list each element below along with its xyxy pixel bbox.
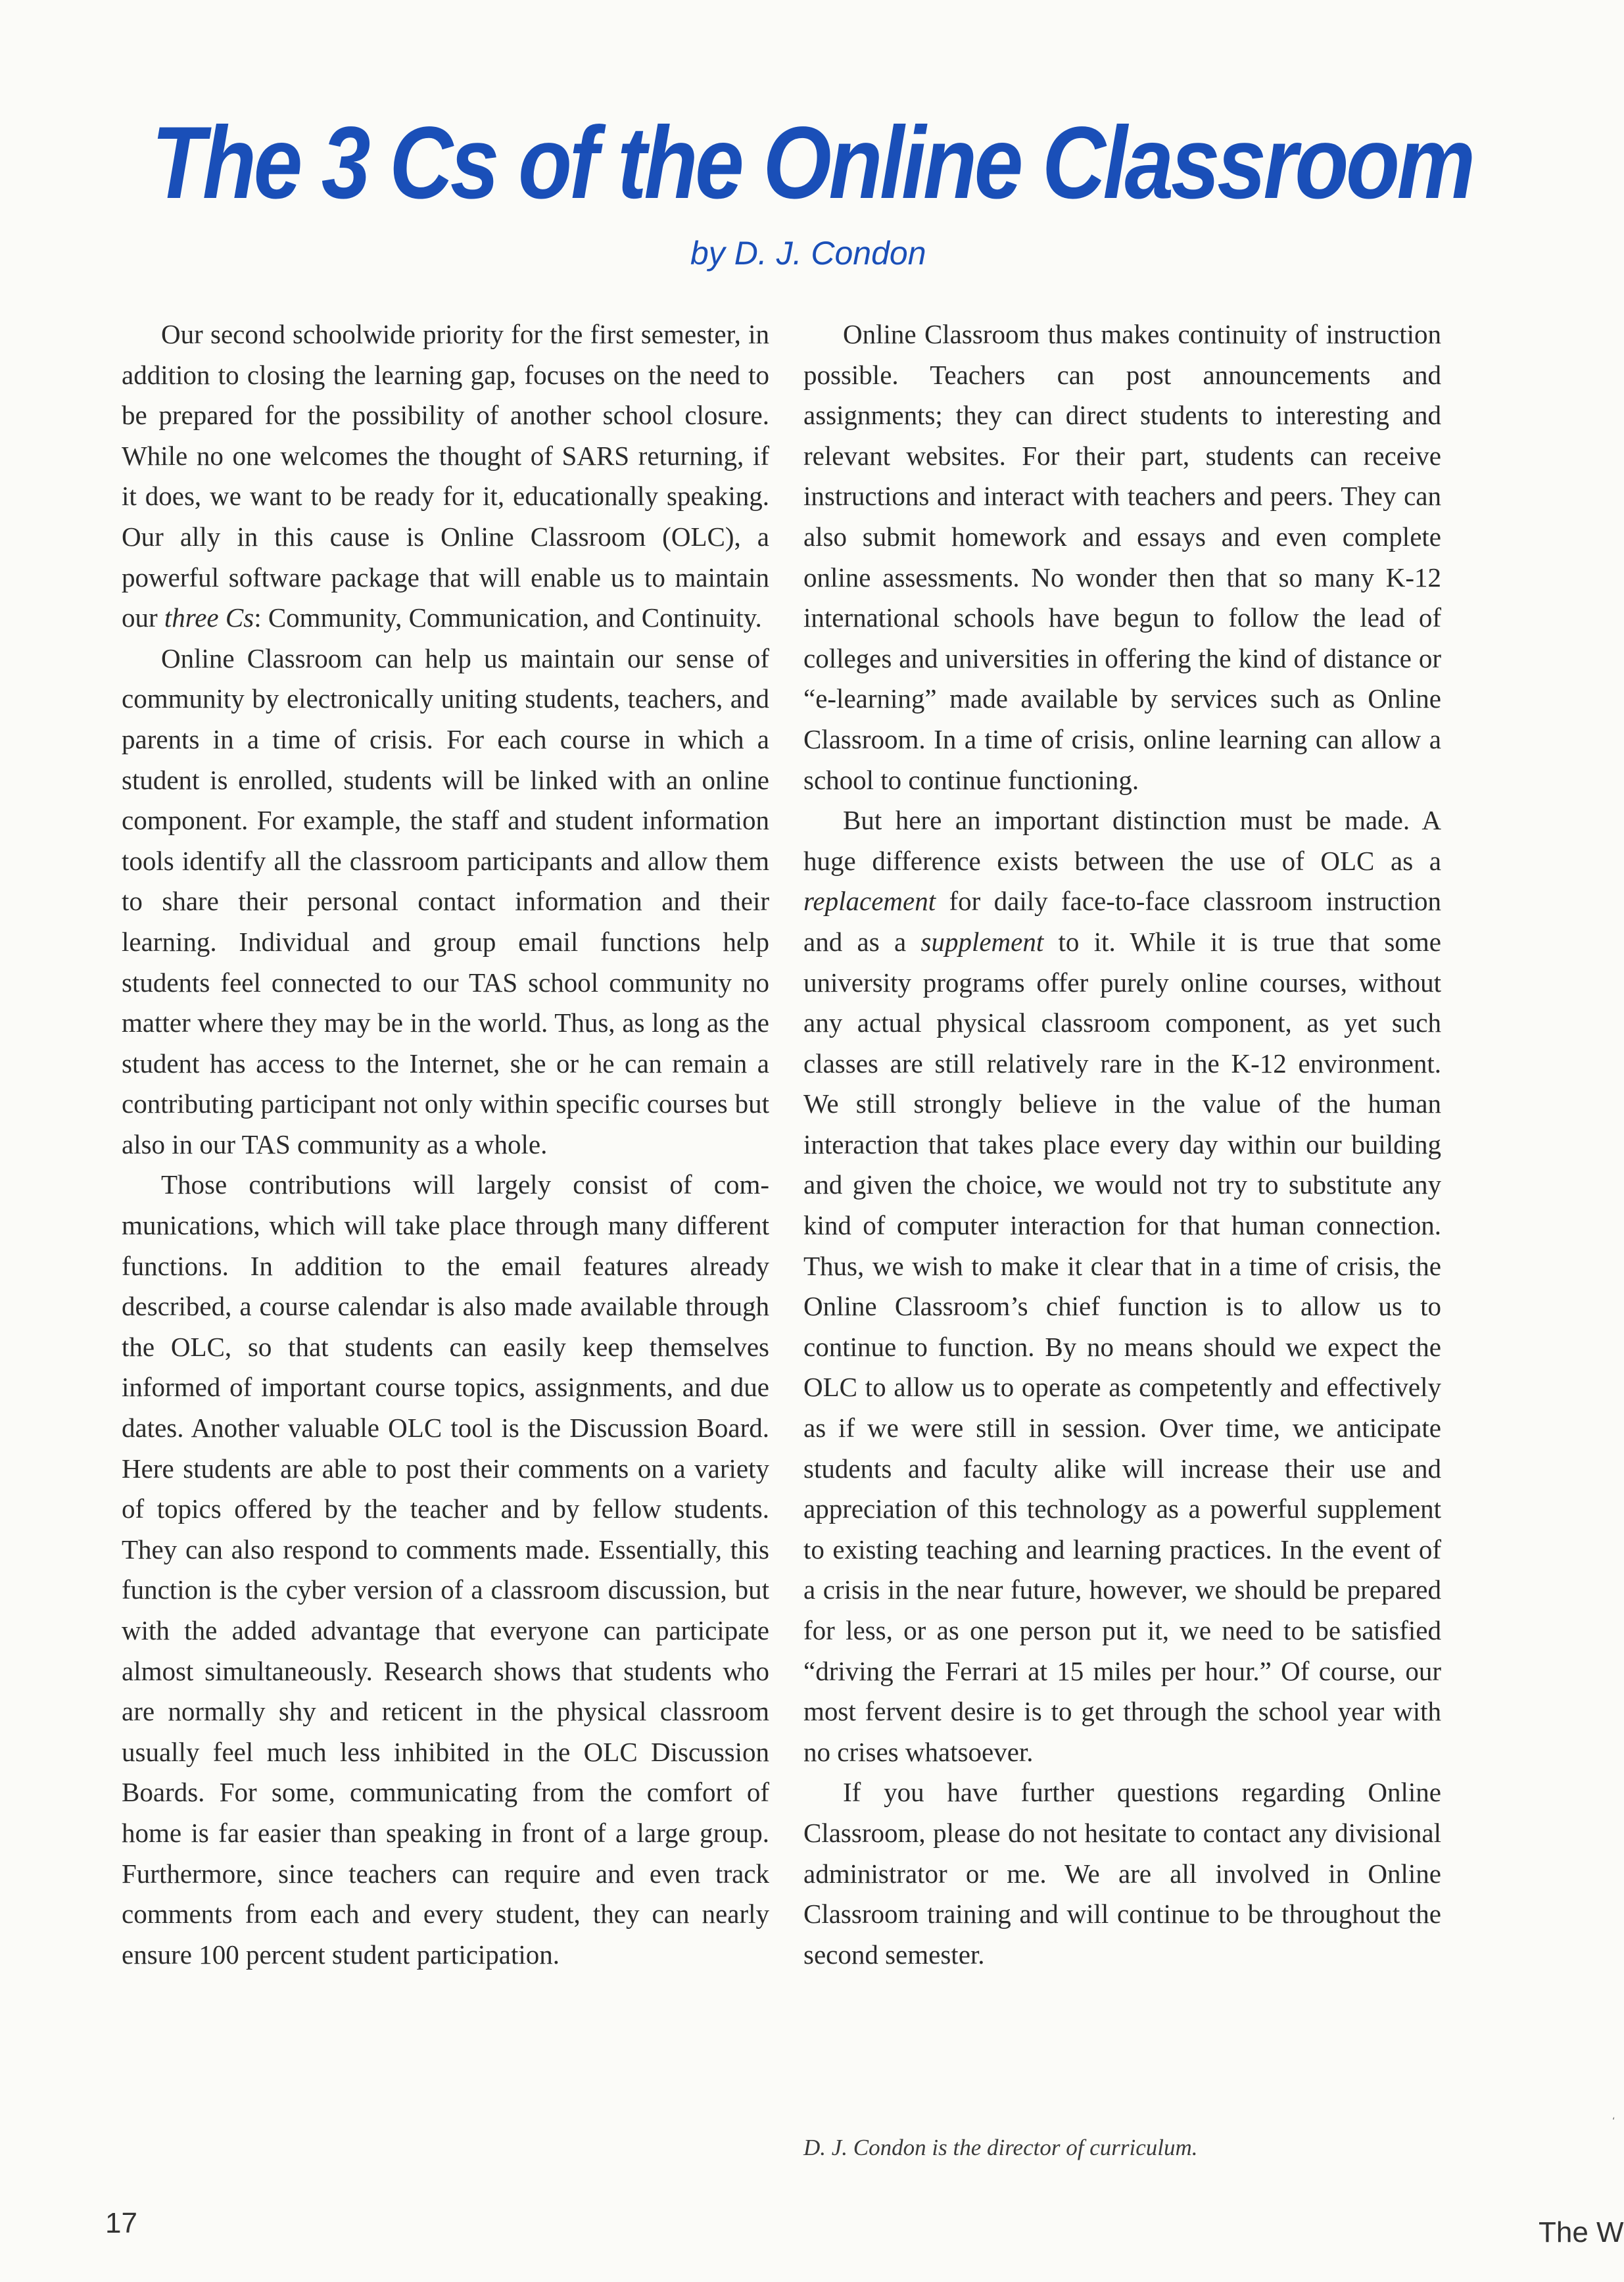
article-byline: by D. J. Condon (690, 235, 926, 272)
left-column (122, 314, 769, 1975)
paragraph-communication: Those contributions will largely consist of communications, which will take place through many different functions. In addition to the email features already described, a course calendar is also made available through the OLC, so that students can easily keep themselves informed of important course topics, assignments, and due dates. Another valuable OLC tool is the Discussion Board. Here students are able to post their comments on a variety of topics offered by the teacher and by fellow students. They can also respond to comments made. Essentially, this function is the cyber version of a classroom discussion, but with the added advantage that everyone can participate almost simultaneously. Research shows that students who are normally shy and reticent in the physical classroom usually feel much less inhibited in the OLC Discussion Boards. For some, communicating from the comfort of home is far easier than speaking in front of a large group. Furthermore, since teachers can require and even track comments from each and every student, they can nearly ensure 100 percent student participation. (122, 1169, 769, 1970)
page-number: 17 (105, 2207, 137, 2239)
supplement-emphasis: supplement (920, 926, 1044, 957)
right-column (803, 314, 1441, 1975)
paragraph-continuity: Online Classroom thus makes continuity of instruction possible. Teachers can post announcements and assignments; they can direct students to interesting and relevant websites. For their part, students can receive instructions and interact with teachers and peers. They can also submit homework and essays and even complete online assessments. No wonder then that so many K-12 international schools have begun to follow the lead of colleges and universities in offering the kind of distance or “e-learning” made available by services such as Online Classroom. In a time of crisis, online learning can allow a school to continue functioning. (803, 319, 1441, 795)
three-cs-list: : Community, Communication, and Continuity. (254, 602, 762, 633)
paragraph-intro-text: Our second schoolwide priority for the first semester, in addition to closing the learning gap, focuses on the need to be prepared for the possibility of another school closure. While no one welcomes the thought of SARS returning, if it does, we want to be ready for it, educationally speaking. Our ally in this cause is Online Classroom (OLC), a powerful software package that will enable us to maintain our (122, 319, 769, 633)
paragraph-contact: If you have further questions regarding Online Classroom, please do not hesitate to contact any divisional administrator or me. We are all involved in Online Classroom training and will continue to be throughout the second semester. (803, 1777, 1441, 1970)
paragraph-distinction (803, 800, 1441, 1772)
paragraph-community: Online Classroom can help us maintain our sense of community by electronically uniting students, teachers, and parents in a time of crisis. For each course in which a student is enrolled, students will be linked with an online component. For example, the staff and student information tools identify all the classroom participants and allow them to share their personal contact information and their learning. Individual and group email functions help students feel connected to our TAS school community no matter where they may be in the world. Thus, as long as the student has access to the Internet, she or he can remain a contributing participant not only within specific courses but also in our TAS community as a whole. (122, 643, 769, 1159)
replacement-emphasis: replacement (803, 886, 936, 917)
article-title: The 3 Cs of the Online Classroom (151, 106, 1473, 220)
distinction-middle: for daily face-to-face classroom instruction and as a (803, 886, 1441, 957)
distinction-rest: to it. While it is true that some university programs offer purely online courses, without any actual physical classroom component, as yet such classes are still relatively rare in the K-12 environment. We still strongly believe in the value of the human interaction that takes place every day within our building and given the choice, we would not try to substitute any kind of computer interaction for that human connection. Thus, we wish to make it clear that in a time of crisis, the Online Classroom’s chief function is to allow us to continue to function. By no means should we expect the OLC to allow us to operate as competently and effectively as if we were still in session. Over time, we anticipate students and faculty alike will increase their use and appreciation of this technology as a powerful supplement to existing teaching and learning practices. In the event of a crisis in the near future, however, we should be prepared for less, or as one person put it, we need to be satisfied “driving the Ferrari at 15 miles per hour.” Of course, our most fervent desire is to get through the school year with no crises whatsoever. (803, 926, 1441, 1767)
paragraph-intro (122, 314, 769, 639)
three-cs-emphasis: three Cs (164, 602, 254, 633)
edge-tick-mark: ‘ (1612, 2116, 1615, 2127)
author-note: D. J. Condon is the director of curriculum. (803, 2135, 1198, 2160)
distinction-lead: But here an important distinction must be made. A huge difference exists between the use of OLC as a (803, 805, 1441, 876)
running-head: The W (1539, 2216, 1624, 2248)
